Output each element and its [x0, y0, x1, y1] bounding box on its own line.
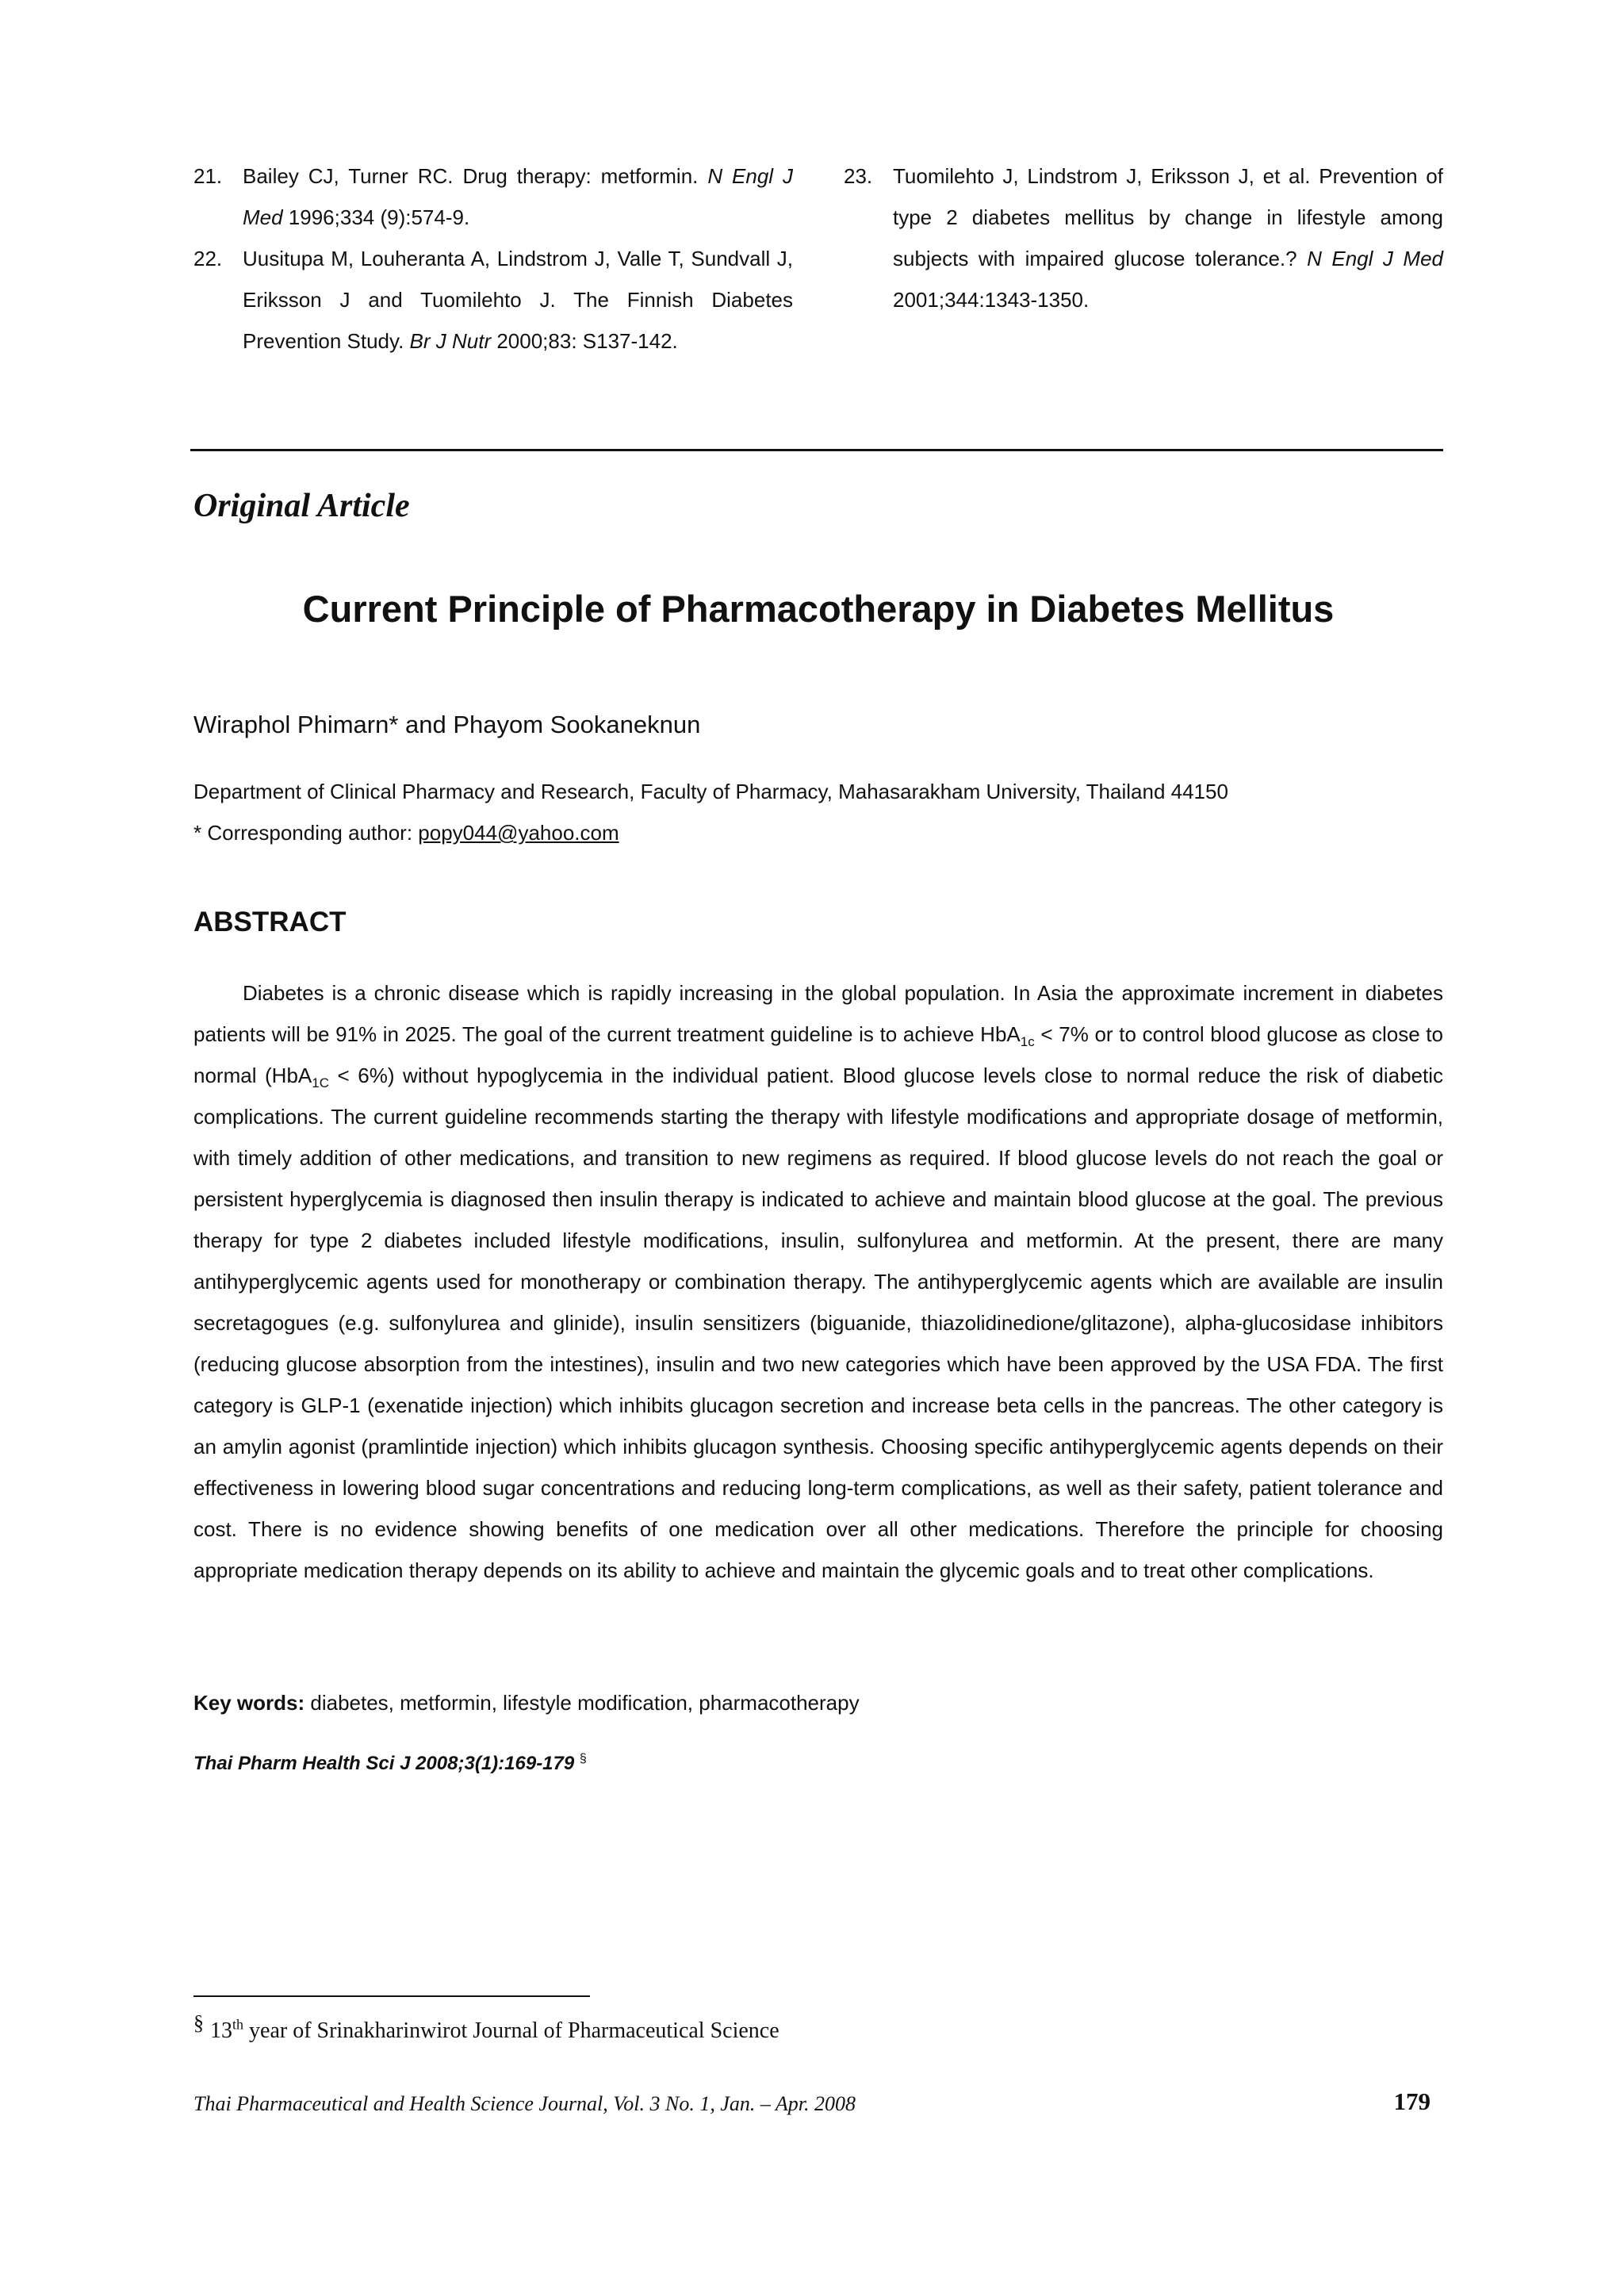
corresponding-author — [193, 812, 1228, 853]
references-section — [193, 155, 1443, 362]
footnote-text: year of Srinakharinwirot Journal of Pharmaceutical Science — [243, 2018, 779, 2043]
citation-footnote-mark: § — [579, 1752, 587, 1765]
keywords-list: diabetes, metformin, lifestyle modification, pharmacotherapy — [304, 1691, 860, 1715]
reference-text — [893, 155, 1443, 320]
footnote-number: 13 — [210, 2018, 232, 2043]
abstract-subscript: 1c — [1020, 1034, 1035, 1050]
reference-details: 1996;334 (9):574-9. — [282, 205, 470, 229]
reference-22 — [193, 238, 793, 362]
footer-journal-info: Thai Pharmaceutical and Health Science Journal, Vol. 3 No. 1, Jan. – Apr. 2008 — [193, 2092, 856, 2115]
reference-number: 21. — [193, 164, 223, 188]
section-divider — [190, 449, 1443, 451]
keywords-label: Key words: — [193, 1691, 305, 1715]
reference-journal: N Engl J Med — [243, 164, 793, 229]
footnote-mark: § — [193, 2011, 204, 2034]
journal-citation — [193, 1752, 587, 1775]
reference-authors-title: Tuomilehto J, Lindstrom J, Eriksson J, et al. Prevention of type 2 diabetes mellitus by change in lifestyle among subjects with impaired glucose tolerance.? — [893, 164, 1443, 270]
page-number: 179 — [1393, 2087, 1431, 2115]
article-title: Current Principle of Pharmacotherapy in Diabetes Mellitus — [302, 588, 1335, 630]
article-type-label: Original Article — [193, 488, 410, 524]
reference-journal: Br J Nutr — [409, 329, 492, 353]
citation-text: Thai Pharm Health Sci J 2008;3(1):169-179 — [193, 1753, 580, 1774]
reference-authors-title: Bailey CJ, Turner RC. Drug therapy: metformin. — [243, 164, 708, 188]
reference-details: 2000;83: S137-142. — [491, 329, 678, 353]
references-left-column — [193, 155, 793, 362]
author-affiliation-block — [193, 771, 1228, 853]
reference-journal: N Engl J Med — [1307, 247, 1443, 270]
reference-23 — [844, 155, 1443, 320]
abstract-text-part: < 7% or to control blood glucose as close to normal (HbA — [193, 1022, 1443, 1087]
reference-details: 2001;344:1343-1350. — [893, 288, 1090, 312]
footnote-ordinal: th — [232, 2016, 244, 2033]
footnote — [193, 2011, 779, 2044]
corresponding-email-link[interactable]: popy044@yahoo.com — [418, 821, 619, 845]
reference-21 — [193, 155, 793, 238]
abstract-subscript: 1C — [312, 1075, 329, 1091]
references-right-column — [844, 155, 1443, 362]
reference-text — [243, 238, 793, 362]
keywords-line — [193, 1691, 860, 1715]
abstract-heading: ABSTRACT — [193, 907, 347, 937]
corresponding-label: * Corresponding author: — [193, 821, 419, 845]
affiliation: Department of Clinical Pharmacy and Research, Faculty of Pharmacy, Mahasarakham University, Thailand 44150 — [193, 780, 1228, 803]
abstract-text-part: Diabetes is a chronic disease which is rapidly increasing in the global population. In Asia the approximate increment in diabetes patients will be 91% in 2025. The goal of the current treatment guideline is to achieve HbA — [193, 981, 1443, 1046]
reference-text — [243, 155, 793, 238]
reference-number: 23. — [844, 164, 873, 188]
abstract-body — [193, 972, 1443, 1591]
footnote-divider — [193, 1995, 590, 1997]
reference-number: 22. — [193, 247, 223, 270]
article-authors: Wiraphol Phimarn* and Phayom Sookaneknun — [193, 711, 701, 738]
abstract-text-part: < 6%) without hypoglycemia in the individual patient. Blood glucose levels close to normal reduce the risk of diabetic complications. The current guideline recommends starting the therapy with lifestyle modifications and appropriate dosage of metformin, with timely addition of other medications, and transition to new regimens as required. If blood glucose levels do not reach the goal or persistent hyperglycemia is diagnosed then insulin therapy is indicated to achieve and maintain blood glucose at the goal. The previous therapy for type 2 diabetes included lifestyle modifications, insulin, sulfonylurea and metformin. At the present, there are many antihyperglycemic agents used for monotherapy or combination therapy. The antihyperglycemic agents which are available are insulin secretagogues (e.g. sulfonylurea and glinide), insulin sensitizers (biguanide, thiazolidinedione/glitazone), alpha-glucosidase inhibitors (reducing glucose absorption from the intestines), insulin and two new categories which have been approved by the USA FDA. The first category is GLP-1 (exenatide injection) which inhibits glucagon secretion and increase beta cells in the pancreas. The other category is an amylin agonist (pramlintide injection) which inhibits glucagon synthesis. Choosing specific antihyperglycemic agents depends on their effectiveness in lowering blood sugar concentrations and reducing long-term complications, as well as their safety, patient tolerance and cost. There is no evidence showing benefits of one medication over all other medications. Therefore the principle for choosing appropriate medication therapy depends on its ability to achieve and maintain the glycemic goals and to treat other complications. — [193, 1064, 1443, 1582]
reference-authors-title: Uusitupa M, Louheranta A, Lindstrom J, Valle T, Sundvall J, Eriksson J and Tuomilehto J. The Finnish Diabetes Prevention Study. — [243, 247, 793, 353]
